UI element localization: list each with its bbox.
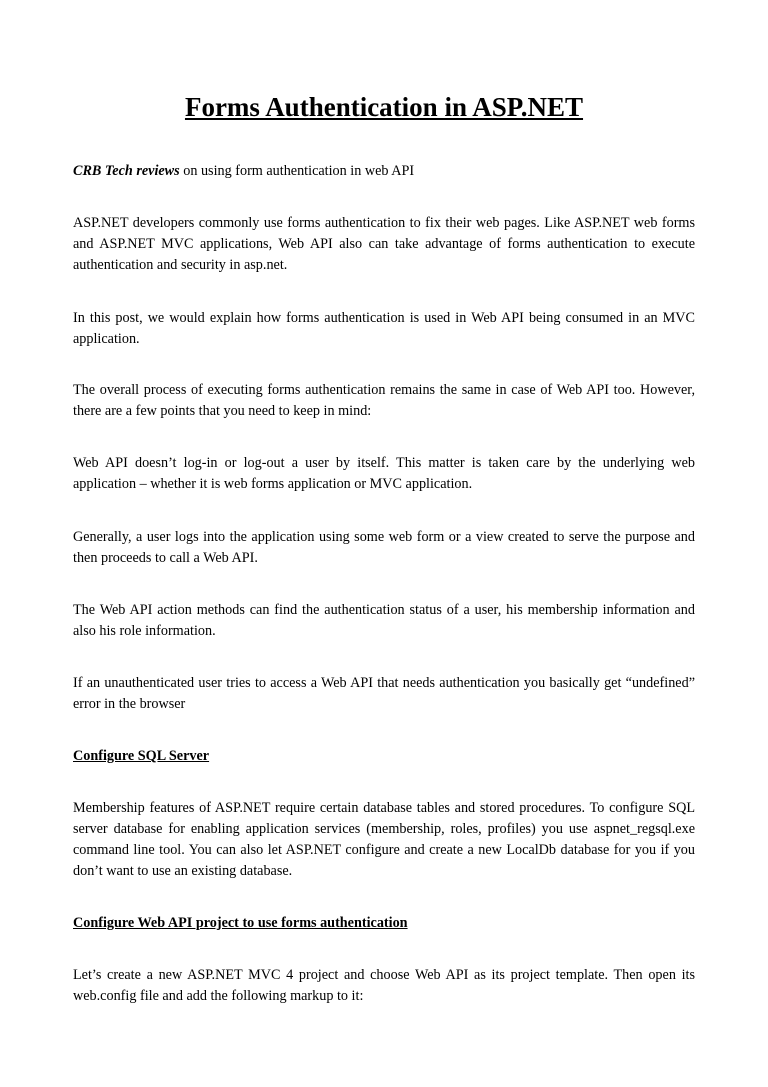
intro-emphasis: CRB Tech reviews [73, 163, 180, 179]
paragraph-1: ASP.NET developers commonly use forms authentication to fix their web pages. Like ASP.NET web forms and ASP.NET MVC applications, Web API also can take advantage of forms authentication to execute authentication and security in asp.net. [73, 215, 695, 273]
document-title: Forms Authentication in ASP.NET [184, 92, 584, 122]
paragraph-3: The overall process of executing forms authentication remains the same in case of Web API too. However, there are a few points that you need to keep in mind: [73, 382, 695, 419]
paragraph-2: In this post, we would explain how forms authentication is used in Web API being consumed in an MVC application. [73, 310, 695, 347]
section-heading-web-api-forms-auth: Configure Web API project to use forms authentication [73, 915, 408, 931]
paragraph-6: The Web API action methods can find the authentication status of a user, his membership information and also his role information. [73, 602, 695, 639]
section-heading-sql-server: Configure SQL Server [73, 748, 210, 764]
intro-line [73, 161, 695, 182]
intro-rest: on using form authentication in web API [179, 163, 415, 179]
paragraph-7: If an unauthenticated user tries to access a Web API that needs authentication you basically get “undefined” error in the browser [73, 675, 695, 712]
paragraph-4: Web API doesn’t log-in or log-out a user by itself. This matter is taken care by the underlying web application – whether it is web forms application or MVC application. [73, 455, 695, 492]
paragraph-5: Generally, a user logs into the application using some web form or a view created to serve the purpose and then proceeds to call a Web API. [73, 529, 695, 566]
section-body-sql-server: Membership features of ASP.NET require certain database tables and stored procedures. To configure SQL server database for enabling application services (membership, roles, profiles) you use aspnet_regsql.exe command line tool. You can also let ASP.NET configure and create a new LocalDb database for you if you don’t want to use an existing database. [73, 800, 695, 879]
section-body-web-api-forms-auth: Let’s create a new ASP.NET MVC 4 project and choose Web API as its project template. Then open its web.config file and add the following markup to it: [73, 967, 695, 1004]
